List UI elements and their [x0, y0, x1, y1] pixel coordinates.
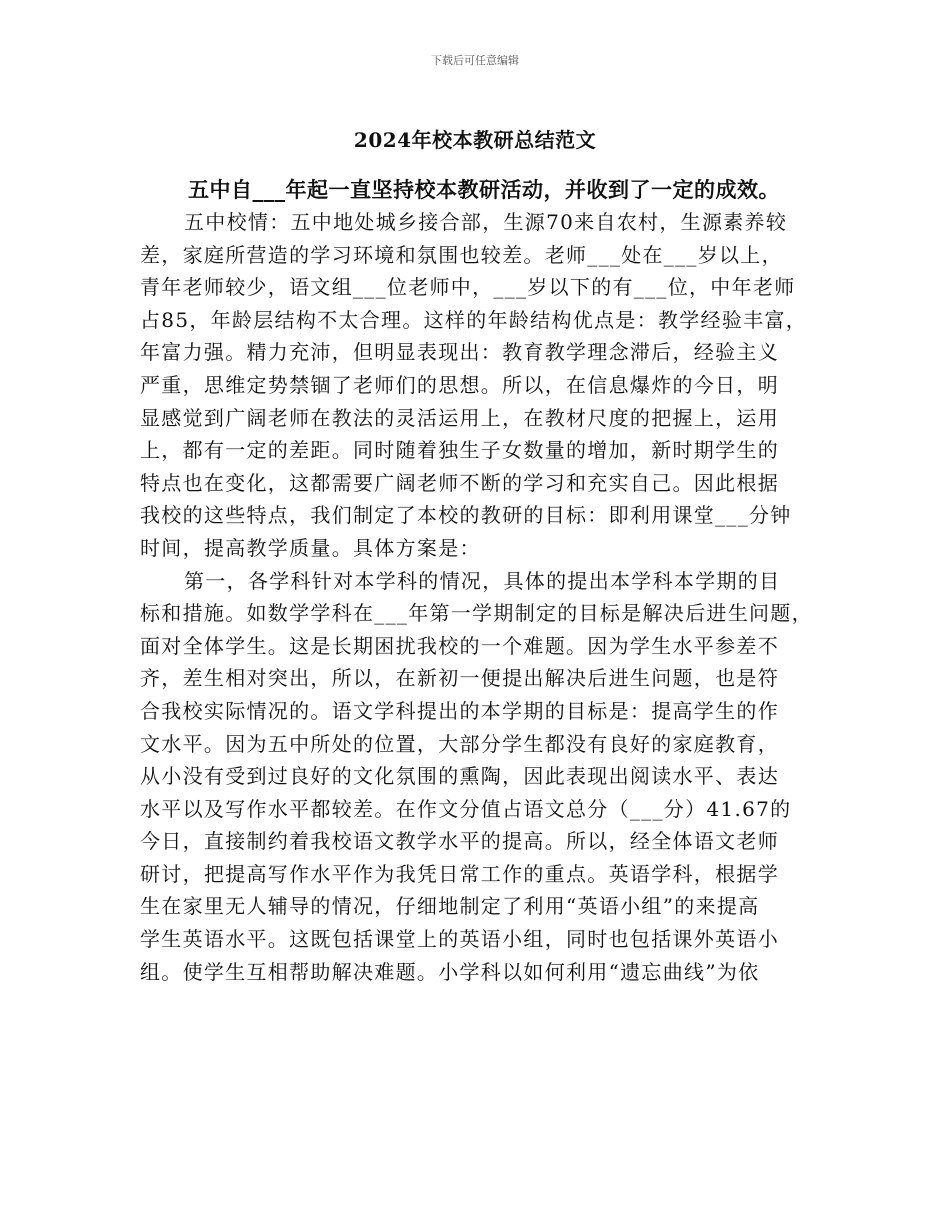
paragraph-line: 生在家里无人辅导的情况，仔细地制定了利用“英语小组”的来提高	[140, 894, 760, 919]
paragraph-line: 年富力强。精力充沛，但明显表现出：教育教学理念滞后，经验主义	[140, 340, 779, 365]
paragraph-line: 五中校情：五中地处城乡接合部，生源70来自农村，生源素养较	[184, 210, 788, 234]
paragraph-line: 我校的这些特点，我们制定了本校的教研的目标：即利用课堂___分钟	[140, 503, 792, 528]
document-body	[140, 206, 820, 988]
paragraph-line: 合我校实际情况的。语文学科提出的本学期的目标是：提高学生的作	[140, 698, 779, 723]
paragraph-line: 水平以及写作水平都较差。在作文分值占语文总分（___分）41.67的	[140, 796, 792, 821]
paragraph-line: 标和措施。如数学学科在___年第一学期制定的目标是解决后进生问题，	[140, 601, 813, 626]
paragraph-line: 文水平。因为五中所处的位置，大部分学生都没有良好的家庭教育，	[140, 731, 779, 756]
paragraph-line: 研讨，把提高写作水平作为我凭日常工作的重点。英语学科，根据学	[140, 861, 779, 886]
paragraph-line: 青年老师较少，语文组___位老师中，___岁以下的有___位，中年老师	[140, 275, 796, 300]
paragraph-line: 占85，年龄层结构不太合理。这样的年龄结构优点是：教学经验丰富，	[140, 307, 808, 332]
paragraph-line: 上，都有一定的差距。同时随着独生子女数量的增加，新时期学生的	[140, 438, 779, 463]
paragraph-line: 面对全体学生。这是长期困扰我校的一个难题。因为学生水平参差不	[140, 633, 779, 658]
paragraph-line: 特点也在变化，这都需要广阔老师不断的学习和充实自己。因此根据	[140, 470, 779, 495]
paragraph-line: 今日，直接制约着我校语文教学水平的提高。所以，经全体语文老师	[140, 829, 779, 854]
paragraph-line: 显感觉到广阔老师在教法的灵活运用上，在教材尺度的把握上，运用	[140, 405, 779, 430]
paragraph-line: 学生英语水平。这既包括课堂上的英语小组，同时也包括课外英语小	[140, 927, 779, 952]
header-note: 下载后可任意编辑	[431, 54, 519, 67]
paragraph-line: 齐，差生相对突出，所以，在新初一便提出解决后进生问题，也是符	[140, 666, 779, 691]
paragraph-line: 第一，各学科针对本学科的情况，具体的提出本学科本学期的目	[184, 568, 781, 593]
paragraph-line: 差，家庭所营造的学习环境和氛围也较差。老师___处在___岁以上，	[140, 242, 783, 267]
paragraph-line: 组。使学生互相帮助解决难题。小学科以如何利用“遗忘曲线”为依	[140, 959, 760, 984]
paragraph-line: 时间，提高教学质量。具体方案是：	[140, 535, 481, 560]
document-title: 2024年校本教研总结范文	[353, 128, 597, 152]
paragraph-line: 从小没有受到过良好的文化氛围的熏陶，因此表现出阅读水平、表达	[140, 764, 779, 789]
paragraph-school-situation	[140, 206, 820, 565]
document-subtitle: 五中自___年起一直坚持校本教研活动，并收到了一定的成效。	[188, 177, 780, 202]
paragraph-first-measure	[140, 565, 820, 989]
paragraph-line: 严重，思维定势禁锢了老师们的思想。所以，在信息爆炸的今日，明	[140, 372, 779, 397]
